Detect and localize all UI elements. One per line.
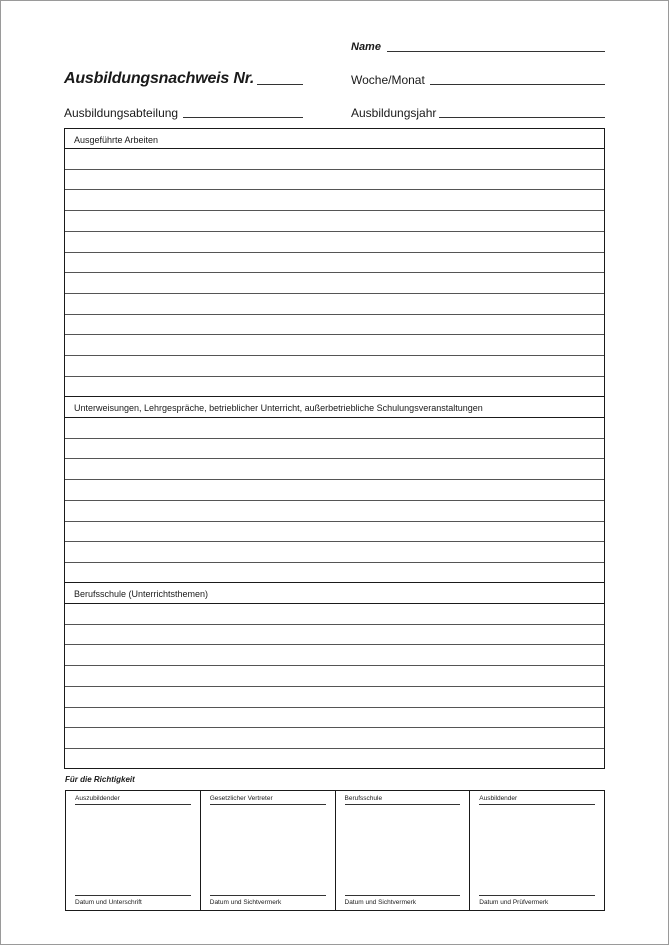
- writing-line: [65, 210, 604, 211]
- signature-box: [65, 790, 605, 911]
- signature-footer: Datum und Sichtvermerk: [209, 899, 282, 906]
- writing-line: [65, 334, 604, 335]
- name-label: Name: [351, 41, 381, 53]
- signature-title-line: [479, 804, 595, 805]
- confirmation-label: Für die Richtigkeit: [65, 775, 135, 784]
- writing-line: [65, 438, 604, 439]
- writing-line: [65, 272, 604, 273]
- section-title-unterweisungen: Unterweisungen, Lehrgespräche, betrieblicher Unterricht, außerbetriebliche Schulungsveranstaltungen: [74, 403, 483, 413]
- nachweis-number-field[interactable]: [257, 84, 303, 85]
- writing-line: [65, 624, 604, 625]
- signature-title: Gesetzlicher Vertreter: [209, 795, 273, 802]
- ausbildungsjahr-label: Ausbildungsjahr: [351, 106, 437, 120]
- signature-cell-gesetzlicher-vertreter[interactable]: [201, 791, 336, 910]
- signature-cell-auszubildender[interactable]: [66, 791, 201, 910]
- writing-line: [65, 707, 604, 708]
- ausbildungsabteilung-field[interactable]: [183, 117, 303, 118]
- woche-monat-field[interactable]: [430, 84, 605, 85]
- writing-line: [65, 189, 604, 190]
- section-header-line: [65, 417, 604, 418]
- page-title: Ausbildungsnachweis Nr.: [64, 70, 255, 87]
- writing-line: [65, 479, 604, 480]
- writing-line: [65, 644, 604, 645]
- writing-line: [65, 293, 604, 294]
- signature-line: [479, 895, 595, 896]
- signature-cell-berufsschule[interactable]: [336, 791, 471, 910]
- signature-title-line: [210, 804, 326, 805]
- signature-line: [345, 895, 461, 896]
- writing-line: [65, 355, 604, 356]
- writing-line: [65, 748, 604, 749]
- writing-line: [65, 458, 604, 459]
- name-field[interactable]: [387, 51, 605, 52]
- writing-line: [65, 686, 604, 687]
- signature-line: [210, 895, 326, 896]
- signature-title-line: [345, 804, 461, 805]
- signature-title: Ausbildender: [479, 795, 518, 802]
- writing-line: [65, 500, 604, 501]
- section-title-berufsschule: Berufsschule (Unterrichtsthemen): [74, 589, 209, 599]
- writing-line: [65, 314, 604, 315]
- signature-cell-ausbildender[interactable]: [470, 791, 604, 910]
- writing-line: [65, 562, 604, 563]
- writing-line: [65, 252, 604, 253]
- writing-line: [65, 665, 604, 666]
- ausbildungsabteilung-label: Ausbildungsabteilung: [64, 106, 179, 120]
- writing-line: [65, 521, 604, 522]
- section-title-arbeiten: Ausgeführte Arbeiten: [74, 135, 159, 145]
- signature-title: Auszubildender: [75, 795, 120, 802]
- signature-title: Berufsschule: [344, 795, 383, 802]
- report-sections-box: [64, 128, 605, 769]
- writing-line: [65, 727, 604, 728]
- section-divider: [65, 396, 604, 397]
- signature-footer: Datum und Prüfvermerk: [479, 899, 549, 906]
- section-divider: [65, 582, 604, 583]
- section-header-line: [65, 148, 604, 149]
- ausbildungsjahr-field[interactable]: [439, 117, 605, 118]
- signature-title-line: [75, 804, 191, 805]
- signature-footer: Datum und Sichtvermerk: [344, 899, 417, 906]
- signature-line: [75, 895, 191, 896]
- writing-line: [65, 376, 604, 377]
- woche-monat-label: Woche/Monat: [351, 73, 425, 87]
- section-header-line: [65, 603, 604, 604]
- signature-footer: Datum und Unterschrift: [75, 899, 142, 906]
- writing-line: [65, 169, 604, 170]
- writing-line: [65, 541, 604, 542]
- writing-line: [65, 231, 604, 232]
